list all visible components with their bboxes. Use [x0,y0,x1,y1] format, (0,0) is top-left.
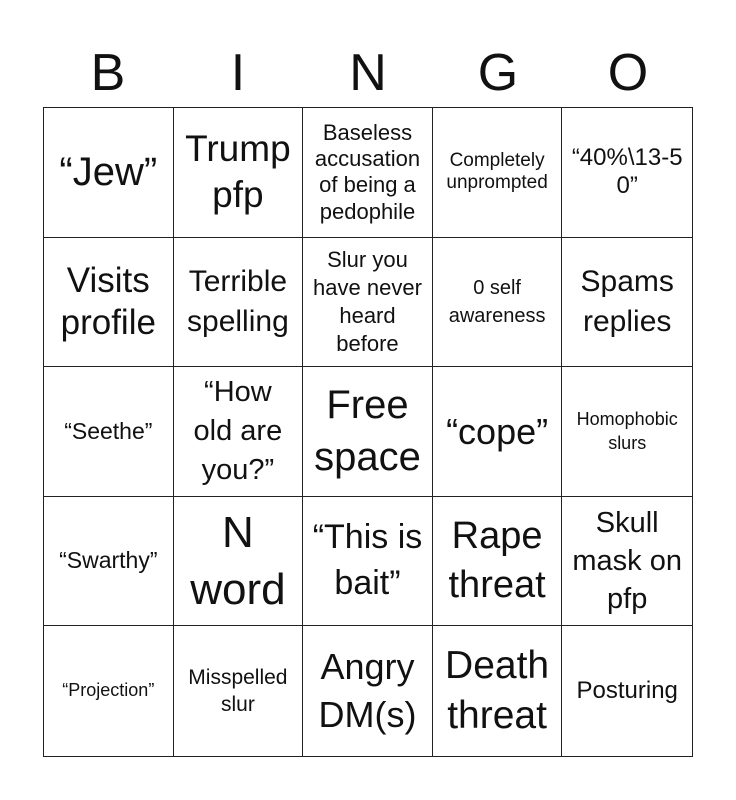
cell-text: Rape threat [448,514,546,607]
bingo-cell-r4c4[interactable] [433,497,563,627]
bingo-cell-r4c2[interactable] [174,497,304,627]
bingo-cell-r2c1[interactable] [44,238,174,368]
bingo-cell-r5c5[interactable] [562,626,692,756]
header-letter-i: I [230,44,246,102]
bingo-cell-r1c2[interactable] [174,108,304,238]
bingo-cell-r5c4[interactable] [433,626,563,756]
header-letter-n: N [349,44,387,102]
cell-text: Trump pfp [185,128,291,216]
bingo-cell-r5c1[interactable] [44,626,174,756]
bingo-cell-r4c3[interactable] [303,497,433,627]
cell-text: “Jew” [59,150,158,195]
bingo-cell-r2c4[interactable] [433,238,563,368]
bingo-cell-r2c5[interactable] [562,238,692,368]
cell-text: “Seethe” [64,417,153,444]
cell-text: Posturing [576,676,678,704]
cell-text: Terrible spelling [187,265,289,338]
cell-text: Completely unprompted [446,149,548,194]
cell-text: Angry DM(s) [318,645,417,736]
cell-text: Slur you have never heard before [313,247,422,356]
bingo-header [43,42,693,104]
cell-text: N word [190,507,286,615]
bingo-cell-r5c3[interactable] [303,626,433,756]
cell-text: Homophobic slurs [576,409,678,454]
cell-text: “Projection” [62,680,155,701]
bingo-cell-r5c2[interactable] [174,626,304,756]
cell-text: 0 self awareness [448,276,546,327]
bingo-cell-r1c1[interactable] [44,108,174,238]
cell-text: “40%\13-50” [571,143,683,200]
bingo-board [43,107,693,757]
bingo-cell-r3c5[interactable] [562,367,692,497]
bingo-cell-r4c1[interactable] [44,497,174,627]
cell-text: Spams replies [580,265,674,338]
bingo-cell-r3c4[interactable] [433,367,563,497]
cell-text: Visits profile [60,260,156,342]
cell-text: Baseless accusation of being a pedophile [314,119,421,224]
cell-text: “Swarthy” [59,547,158,574]
cell-text: Death threat [445,643,550,738]
bingo-cell-r3c1[interactable] [44,367,174,497]
bingo-cell-r2c3[interactable] [303,238,433,368]
cell-text: “This is bait” [312,518,423,603]
header-letter-b: B [90,44,126,102]
bingo-cell-r3c3[interactable] [303,367,433,497]
bingo-cell-r2c2[interactable] [174,238,304,368]
cell-text: Skull mask on pfp [572,506,682,616]
bingo-cell-r3c2[interactable] [174,367,304,497]
cell-text: “cope” [446,410,549,452]
bingo-cell-r1c5[interactable] [562,108,692,238]
bingo-cell-r1c3[interactable] [303,108,433,238]
cell-text: “How old are you?” [193,375,283,487]
cell-text: Free space [314,383,421,480]
bingo-cell-r1c4[interactable] [433,108,563,238]
header-letter-g: G [477,44,519,102]
header-letter-o: O [607,44,649,102]
bingo-cell-r4c5[interactable] [562,497,692,627]
cell-text: Misspelled slur [188,665,288,717]
